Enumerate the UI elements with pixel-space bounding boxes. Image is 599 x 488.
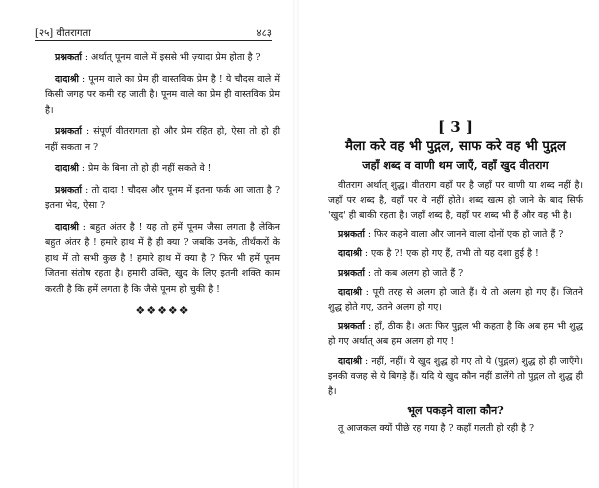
- dialogue-paragraph: [45, 72, 280, 119]
- closing-paragraph: तू आजकल क्यों पीछे रह गया है ? कहाँ गलती हो रही है ?: [338, 423, 535, 435]
- speaker-label: प्रश्नकर्ता: [55, 126, 82, 137]
- running-header: [35, 25, 272, 39]
- dialogue-text: : एक है ?! एक हो गए हैं, तभी तो यह दशा हुई है !: [361, 248, 539, 260]
- dialogue-paragraph: [45, 183, 280, 214]
- dialogue-paragraph: [328, 354, 583, 400]
- dialogue-text: : प्रेम के बिना तो हो ही नहीं सकते वे !: [78, 163, 212, 174]
- speaker-label: प्रश्नकर्ता: [55, 52, 82, 63]
- header-chapter-ref: [२५] वीतरागता: [35, 28, 91, 39]
- dialogue-paragraph: [45, 50, 280, 66]
- page-number: ४८३: [256, 28, 272, 39]
- speaker-label: दादाश्री: [338, 248, 362, 260]
- header-rule: [35, 40, 272, 41]
- book-gutter: [293, 0, 299, 488]
- dialogue-paragraph: [45, 161, 280, 177]
- dialogue-text: : बहुत अंतर है ! यह तो हमें पूनम जैसा लगता है लेकिन बहुत अंतर है ! हमारे हाथ में है ही क्या ? जबकि उनके, तीर्थंकरों के हाथ में तो सभी कुछ है ! हमारे हाथ में क्या है ? फिर भी हमें पूनम जितना संतोष रहता है। हमारी उक्ति, खुद के लिए इतनी शक्ति काम करती है कि हमें लगता है कि जैसे पूनम हो चुकी है !: [45, 221, 280, 295]
- speaker-label: दादाश्री: [338, 355, 362, 367]
- dialogue-paragraph: [328, 227, 583, 242]
- dialogue-text: : अर्थात् पूनम वाले में इससे भी ज़्यादा प्रेम होता है ?: [81, 52, 261, 63]
- chapter-title: मैला करे वह भी पुद्गल, साफ करे वह भी पुद्गल: [345, 139, 566, 155]
- speaker-label: प्रश्नकर्ता: [338, 321, 365, 333]
- right-body-text: [328, 120, 583, 441]
- dialogue-text: : संपूर्ण वीतरागता हो और प्रेम रहित हो, ऐसा तो हो ही नहीं सकता न ?: [45, 126, 280, 153]
- left-page: [0, 0, 292, 488]
- dialogue-text: : पूरी तरह से अलग हो जाते हैं। ये तो अलग हो गए हैं। जितने शुद्ध होते गए, उतने अलग हो गए।: [328, 286, 583, 314]
- dialogue-paragraph: [45, 124, 280, 155]
- speaker-label: प्रश्नकर्ता: [55, 184, 82, 196]
- dialogue-text: : तो दादा ! चौदस और पूनम में इतना फर्क आ जाता है ? इतना भेद, ऐसा ?: [45, 184, 280, 211]
- dialogue-paragraph: [328, 319, 583, 349]
- speaker-label: प्रश्नकर्ता: [338, 267, 365, 279]
- dialogue-text: : पूनम वाले का प्रेम ही वास्तविक प्रेम है ! ये चौदस वाले में किसी जगह पर कमी रह जाती है। पूनम वाले का प्रेम ही वास्तविक प्रेम है।: [45, 73, 280, 116]
- dialogue-paragraph: [328, 246, 583, 261]
- chapter-number: [ 3 ]: [437, 118, 474, 136]
- dialogue-text: : नहीं, नहीं। ये खुद शुद्ध हो गए तो ये (पुद्गल) शुद्ध हो ही जाएँगे। इनकी वजह से ये बिगड़े हैं। यदि ये खुद कौन नहीं डालेंगे तो पुद्गल तो शुद्ध ही है।: [328, 355, 583, 398]
- dialogue-paragraph: [328, 266, 583, 281]
- dialogue-paragraph: [45, 220, 280, 298]
- speaker-label: दादाश्री: [55, 163, 79, 174]
- speaker-label: प्रश्नकर्ता: [338, 229, 365, 241]
- right-page: [300, 0, 599, 488]
- dialogue-paragraph: [328, 285, 583, 315]
- dialogue-text: : तो कब अलग हो जाते हैं ?: [364, 267, 464, 279]
- dialogue-text: : फिर कहने वाला और जानने वाला दोनों एक हो जाते हैं ?: [364, 229, 564, 241]
- section-subtitle: जहाँ शब्द व वाणी थम जाएँ, वहाँ खुद वीतराग: [362, 158, 549, 173]
- section-subheading: भूल पकड़ने वाला कौन?: [407, 404, 504, 418]
- dialogue-text: : हाँ, ठीक है। अतः फिर पुद्गल भी कहता है कि अब हम भी शुद्ध हो गए अर्थात् अब हम अलग हो गए !: [328, 321, 583, 348]
- speaker-label: दादाश्री: [55, 221, 79, 233]
- intro-paragraph: वीतराग अर्थात् शुद्ध। वीतराग वहाँ पर है जहाँ पर वाणी या शब्द नहीं है। जहाँ पर शब्द है, वहाँ पर वे नहीं होते। शब्द खत्म हो जाने के बाद सिर्फ 'खुद' ही बाकी रहता है। जहाँ शब्द है, वहाँ पर शब्द भी हैं और वह भी है।: [328, 179, 583, 222]
- left-body-text: [45, 50, 280, 319]
- section-ornament: ❖❖❖❖❖: [135, 304, 190, 317]
- speaker-label: दादाश्री: [55, 73, 79, 85]
- speaker-label: दादाश्री: [338, 286, 362, 298]
